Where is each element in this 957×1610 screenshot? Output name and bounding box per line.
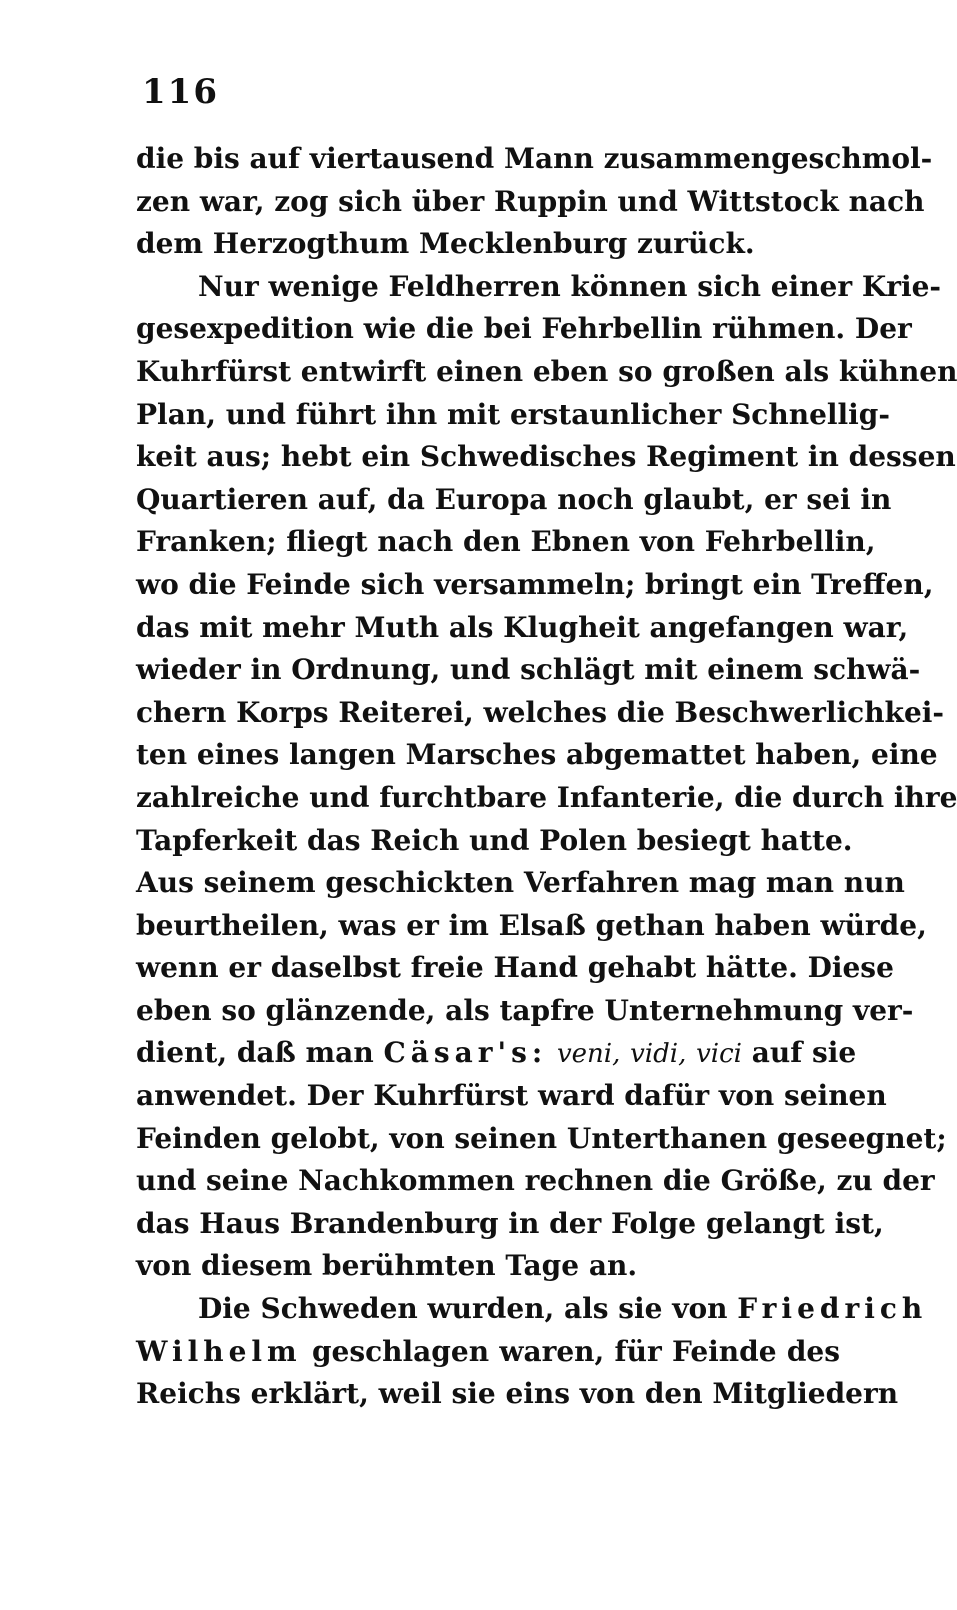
text-line: Franken; fliegt nach den Ebnen von Fehrbellin, [136,525,876,559]
text-line [136,1032,857,1075]
text-line: Tapferkeit das Reich und Polen besiegt hatte. [136,823,853,857]
text-line: von diesem berühmten Tage an. [136,1249,638,1283]
text-line: beurtheilen, was er im Elsaß gethan haben würde, [136,908,927,942]
spaced-name-wilhelm: Wilhelm [136,1334,302,1368]
text-line: chern Korps Reiterei, welches die Beschwerlichkei- [136,695,945,729]
text-line: wo die Feinde sich versammeln; bringt ein Treffen, [136,567,934,601]
text-line: Feinden gelobt, von seinen Unterthanen geseegnet; [136,1121,947,1155]
text-line: eben so glänzende, als tapfre Unternehmung ver- [136,993,914,1027]
text-line: keit aus; hebt ein Schwedisches Regiment in dessen [136,440,956,474]
text-line: ten eines langen Marsches abgemattet haben, eine [136,738,938,772]
text-line: zen war, zog sich über Ruppin und Wittstock nach [136,184,925,218]
text-fragment: Die Schweden wurden, als sie von [198,1292,728,1326]
text-line: dem Herzogthum Mecklenburg zurück. [136,227,755,261]
text-line: wenn er daselbst freie Hand gehabt hätte. Diese [136,951,894,985]
body-text [136,138,957,1416]
text-line: Nur wenige Feldherren können sich einer Krie- [198,269,942,303]
spaced-name-caesar: Cäsar's: [383,1036,548,1070]
text-line: Aus seinem geschickten Verfahren mag man nun [136,866,905,900]
text-line: zahlreiche und furchtbare Infanterie, die durch ihre [136,780,957,814]
text-line: das Haus Brandenburg in der Folge gelangt ist, [136,1206,884,1240]
text-line: anwendet. Der Kuhrfürst ward dafür von seinen [136,1079,887,1113]
text-line: Plan, und führt ihn mit erstaunlicher Schnellig- [136,397,890,431]
page-number: 116 [142,72,219,112]
text-line: Quartieren auf, da Europa noch glaubt, er sei in [136,482,892,516]
latin-phrase-vidi: vidi, [630,1039,687,1070]
text-line [136,1331,840,1374]
text-line: und seine Nachkommen rechnen die Größe, zu der [136,1164,935,1198]
text-line: die bis auf viertausend Mann zusammengeschmol- [136,142,933,175]
latin-phrase-veni: veni, [556,1039,621,1070]
text-line [136,1288,928,1331]
text-line: Reichs erklärt, weil sie eins von den Mitgliedern [136,1377,899,1411]
spaced-name-friedrich: Friedrich [737,1292,928,1326]
text-line: gesexpedition wie die bei Fehrbellin rühmen. Der [136,312,912,346]
latin-phrase-vici: vici [696,1039,742,1070]
text-fragment: dient, daß man [136,1036,374,1070]
text-line: Kuhrfürst entwirft einen eben so großen als kühnen [136,354,957,388]
text-line: wieder in Ordnung, und schlägt mit einem schwä- [136,653,921,687]
text-fragment: auf sie [751,1036,857,1070]
text-line: das mit mehr Muth als Klugheit angefangen war, [136,610,909,644]
text-fragment: geschlagen waren, für Feinde des [311,1334,840,1368]
